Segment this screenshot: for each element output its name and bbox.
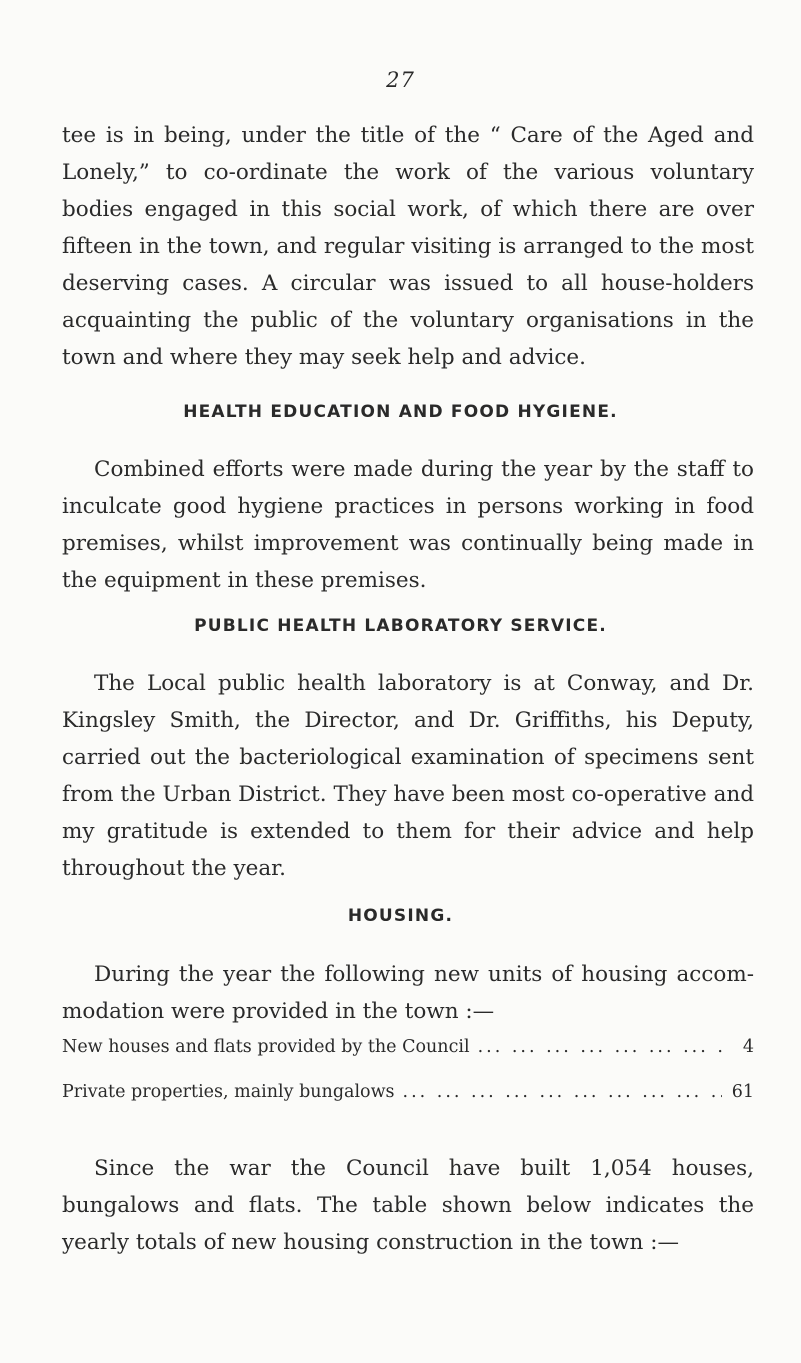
- laboratory-paragraph: The Local public health laboratory is at Conway, and Dr. Kingsley Smith, the Director, and Dr. Griffiths, his Deputy, carried out the bacteriological examination of specimens sent from the Urban District. They have been most co-operative and my gratitude is extended to them for their advice and help throughout the year.: [62, 671, 754, 881]
- housing-heading: HOUSING.: [347, 906, 454, 926]
- housing-row-value: 4: [742, 1037, 754, 1057]
- housing-row-value: 61: [731, 1082, 754, 1102]
- food-hygiene-paragraph: Combined efforts were made during the year by the staff to inculcate good hygiene practices in persons working in food premises, whilst improvement was continually being made in the equipment in these premises.: [62, 457, 754, 593]
- laboratory-service-heading: PUBLIC HEALTH LABORATORY SERVICE.: [194, 616, 607, 636]
- housing-row-label: New houses and flats provided by the Council: [62, 1037, 470, 1057]
- housing-row-private: [62, 1082, 754, 1102]
- housing-intro-paragraph: During the year the following new units of housing accom-modation were provided in the town :—: [62, 962, 754, 1024]
- health-education-heading: HEALTH EDUCATION AND FOOD HYGIENE.: [183, 402, 618, 422]
- care-of-aged-paragraph: tee is in being, under the title of the “ Care of the Aged and Lonely,” to co-ordinate the work of the various voluntary bodies engaged in this social work, of which there are over fifteen in the town, and regular visiting is arranged to the most deserving cases. A circular was issued to all house-holders acquainting the public of the voluntary organisations in the town and where they may seek help and advice.: [62, 123, 754, 370]
- dot-leaders: [403, 1082, 722, 1102]
- housing-row-label: Private properties, mainly bungalows: [62, 1082, 395, 1102]
- housing-row-council: [62, 1037, 754, 1057]
- housing-since-war-paragraph: Since the war the Council have built 1,054 houses, bungalows and flats. The table shown below indicates the yearly totals of new housing construction in the town :—: [62, 1156, 754, 1255]
- dot-leaders: [478, 1037, 722, 1057]
- page-number: 27: [386, 68, 415, 92]
